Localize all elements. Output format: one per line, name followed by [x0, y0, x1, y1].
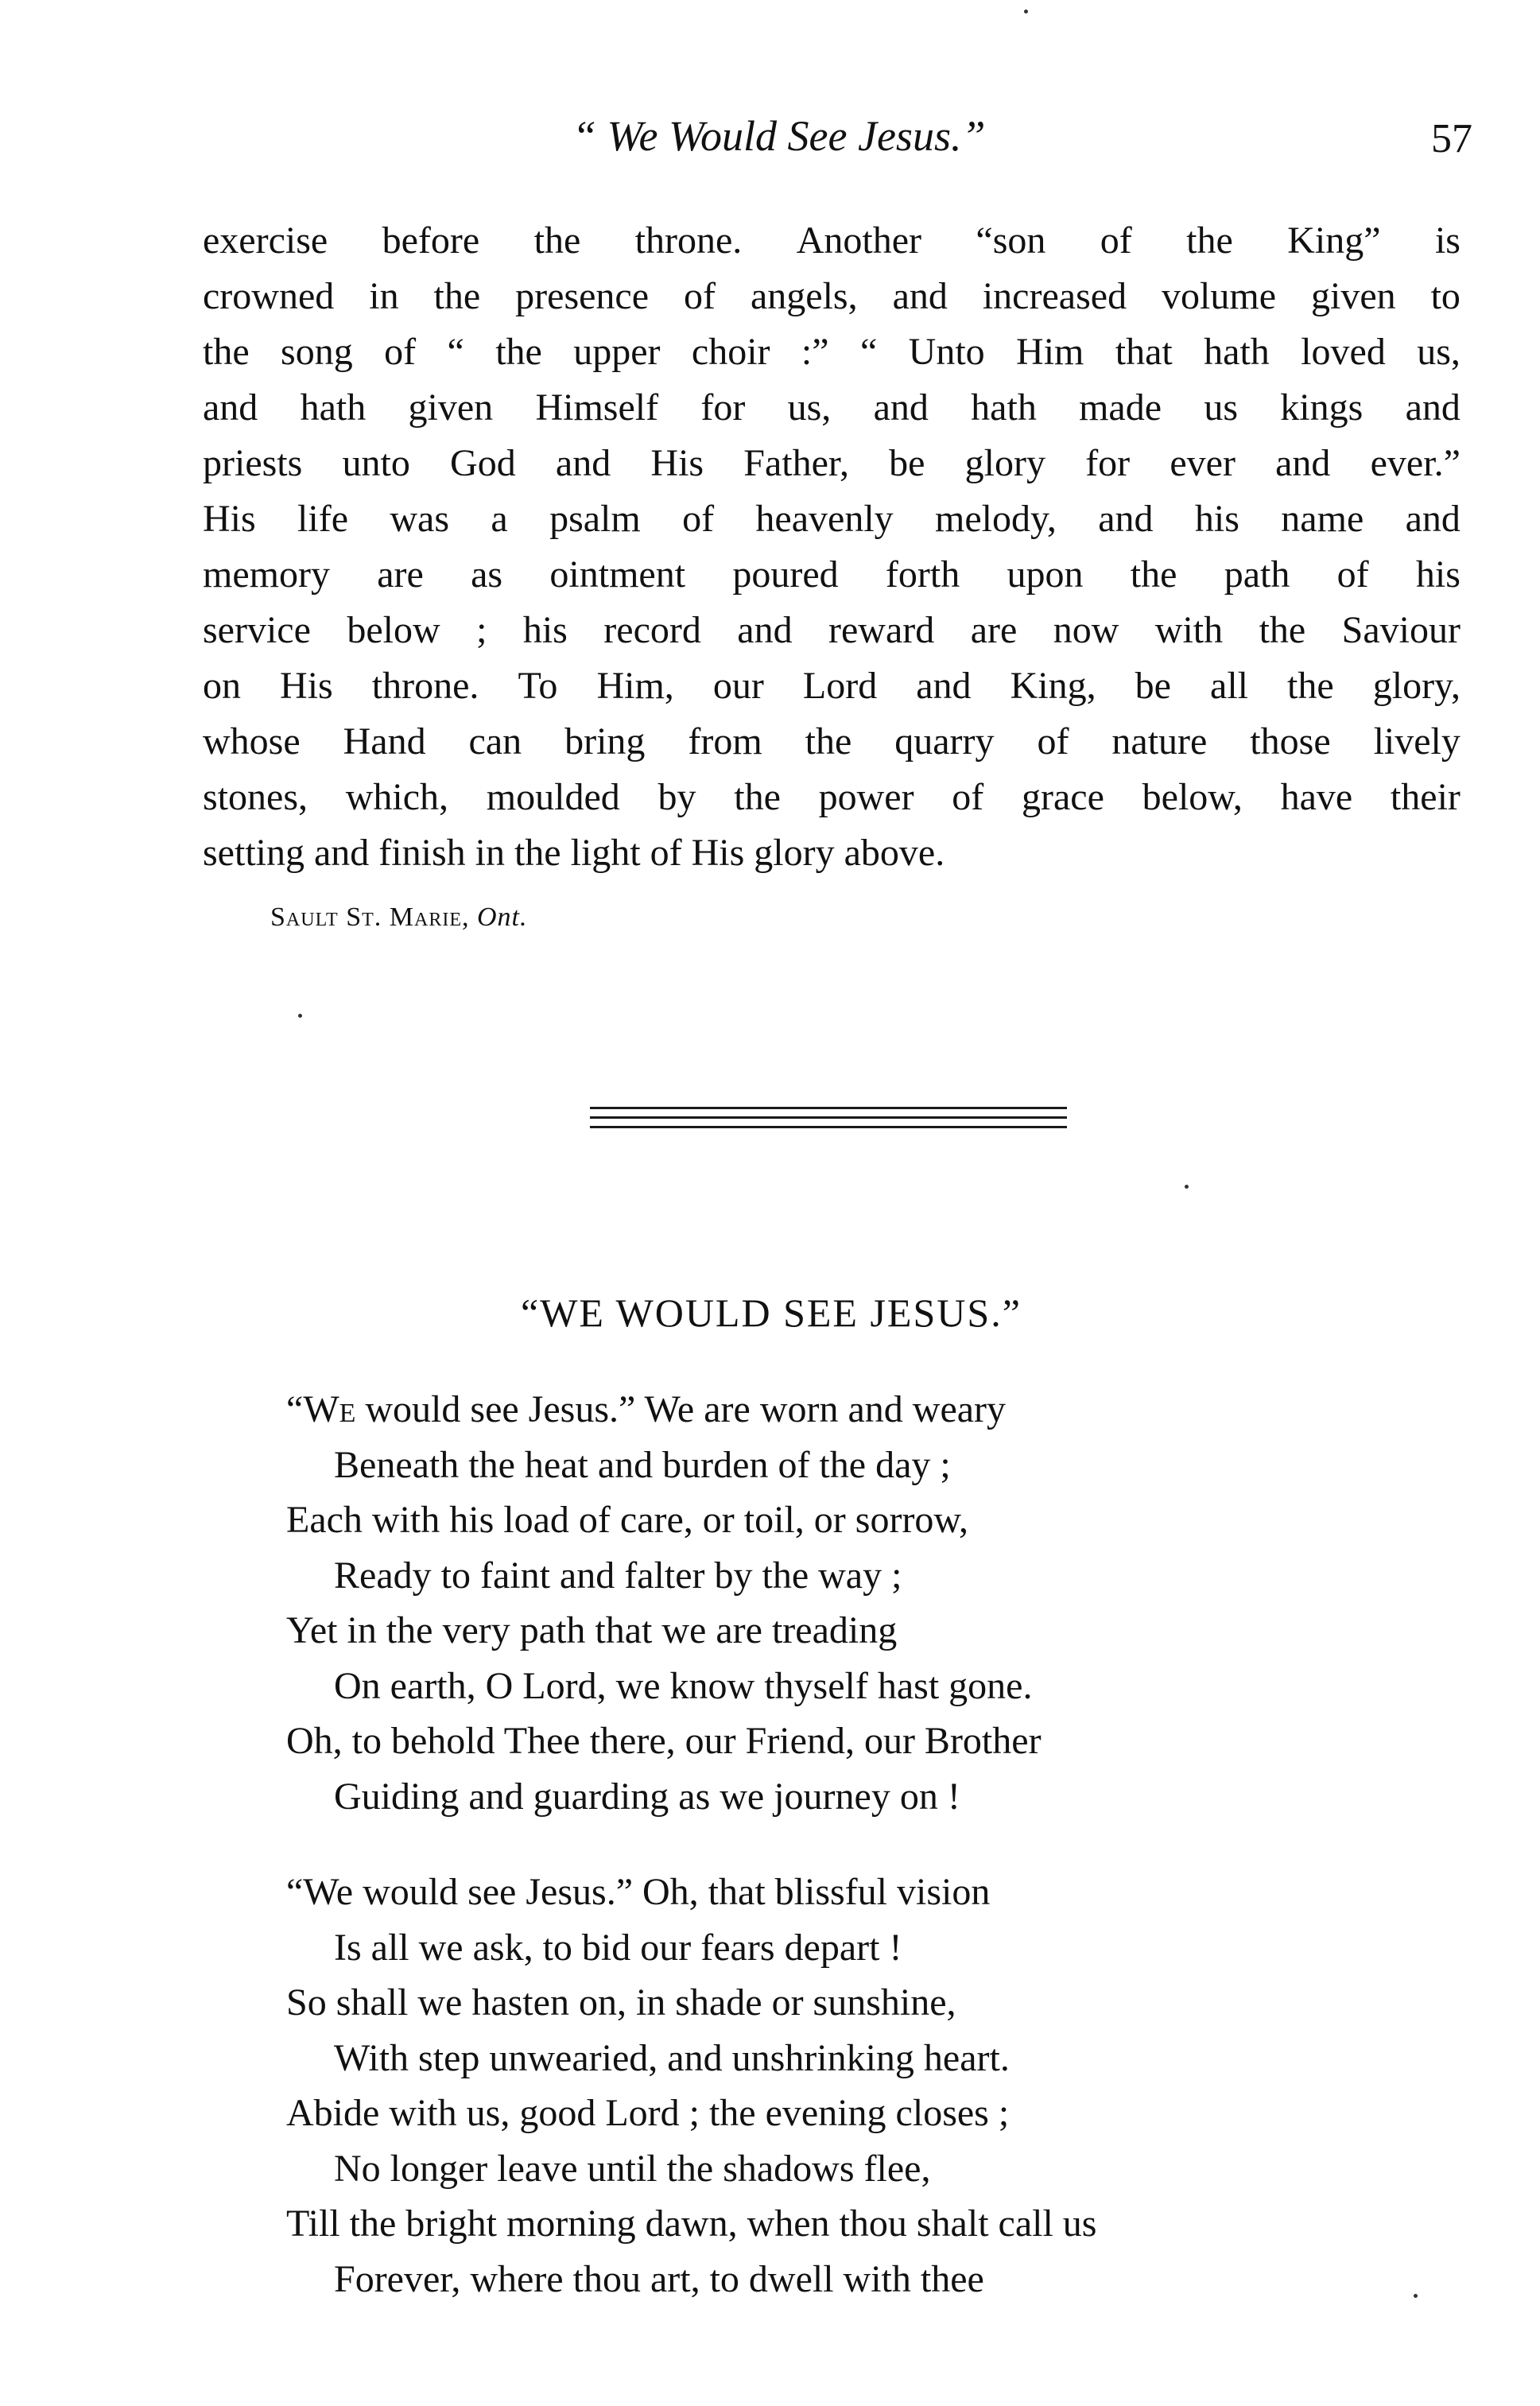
prose-word: below, — [1142, 776, 1243, 818]
prose-word: of — [1336, 553, 1369, 596]
prose-word: all — [1210, 665, 1248, 707]
prose-word: song — [281, 331, 353, 373]
prose-word: King” — [1287, 219, 1381, 262]
poem-verse: Each with his load of care, or toil, or sorrow, — [286, 1499, 968, 1541]
prose-word: given — [408, 386, 494, 429]
prose-word: the — [203, 331, 250, 373]
prose-line-text: setting and finish in the light of His glory above. — [203, 832, 945, 874]
prose-word: priests — [203, 442, 303, 484]
prose-word: and — [1405, 386, 1460, 429]
prose-word: glory, — [1372, 665, 1460, 707]
prose-word: hath — [300, 386, 367, 429]
prose-word: of — [684, 275, 716, 317]
prose-line — [203, 436, 1460, 491]
prose-line — [203, 380, 1460, 436]
prose-word: heavenly — [755, 498, 894, 540]
prose-word: and — [555, 442, 611, 484]
poem-verse: On earth, O Lord, we know thyself hast gone. — [334, 1664, 1033, 1707]
prose-word: whose — [203, 720, 301, 763]
prose-word: by — [658, 776, 696, 818]
prose-word: and — [873, 386, 929, 429]
prose-word: Him — [1016, 331, 1084, 373]
prose-word: now — [1053, 609, 1119, 651]
prose-word: “son — [976, 219, 1046, 262]
section-divider-rule — [590, 1107, 1067, 1109]
prose-word: the — [495, 331, 542, 373]
prose-word: His — [203, 498, 256, 540]
prose-word: be — [889, 442, 925, 484]
prose-word: and — [916, 665, 972, 707]
print-speck — [1185, 1185, 1189, 1189]
prose-word: the — [433, 275, 481, 317]
prose-line — [203, 213, 1460, 269]
prose-word: and — [1275, 442, 1331, 484]
prose-word: glory — [964, 442, 1045, 484]
prose-word: and — [737, 609, 793, 651]
prose-word: is — [1434, 219, 1460, 262]
prose-word: and — [203, 386, 258, 429]
prose-word: the — [734, 776, 781, 818]
prose-word: name — [1281, 498, 1364, 540]
prose-word: Lord — [802, 665, 878, 707]
prose-word: us, — [787, 386, 832, 429]
prose-word: us, — [1417, 331, 1460, 373]
prose-line — [203, 269, 1460, 324]
prose-word: have — [1280, 776, 1353, 818]
poem-verse: So shall we hasten on, in shade or sunshine, — [286, 1981, 956, 2024]
prose-word: To — [518, 665, 558, 707]
prose-word: exercise — [203, 219, 328, 262]
prose-word: bring — [564, 720, 646, 763]
prose-word: Unto — [908, 331, 985, 373]
print-speck — [298, 1014, 302, 1018]
section-divider-rule — [590, 1126, 1067, 1128]
prose-word: upon — [1007, 553, 1084, 596]
prose-word: given — [1310, 275, 1396, 317]
running-head: “ We Would See Jesus.” — [572, 112, 986, 160]
prose-word: as — [471, 553, 503, 596]
prose-word: Saviour — [1341, 609, 1460, 651]
prose-word: angels, — [750, 275, 858, 317]
prose-word: Him, — [596, 665, 674, 707]
prose-word: and — [892, 275, 948, 317]
prose-word: life — [297, 498, 349, 540]
page-number: 57 — [1431, 116, 1472, 161]
prose-word: path — [1224, 553, 1290, 596]
prose-word: that — [1115, 331, 1173, 373]
prose-line — [203, 603, 1460, 658]
prose-word: power — [818, 776, 914, 818]
prose-word: a — [491, 498, 508, 540]
prose-line — [203, 324, 1460, 380]
prose-word: :” — [801, 331, 829, 373]
prose-word: for — [700, 386, 746, 429]
prose-word: unto — [342, 442, 410, 484]
poem-verse: Beneath the heat and burden of the day ; — [334, 1443, 951, 1486]
poem-verse: Yet in the very path that we are treading — [286, 1609, 898, 1651]
prose-word: Father, — [743, 442, 849, 484]
prose-word: psalm — [549, 498, 641, 540]
prose-word: and — [1098, 498, 1154, 540]
prose-word: throne. — [634, 219, 743, 262]
prose-word: ever — [1170, 442, 1235, 484]
poem-verse: No longer leave until the shadows flee, — [334, 2147, 931, 2190]
poem-stanza-2 — [286, 1865, 1096, 2307]
prose-word: God — [450, 442, 516, 484]
prose-word: lively — [1373, 720, 1460, 763]
section-divider-rule — [590, 1116, 1067, 1119]
print-speck — [1414, 2294, 1418, 2298]
prose-word: on — [203, 665, 241, 707]
poem-verse: Forever, where thou art, to dwell with thee — [334, 2257, 984, 2300]
poem-verse: Ready to faint and falter by the way ; — [334, 1554, 902, 1597]
prose-word: “ — [859, 331, 878, 373]
prose-word: record — [603, 609, 701, 651]
poem-verse: Oh, to behold Thee there, our Friend, our Brother — [286, 1720, 1042, 1762]
prose-word: which, — [345, 776, 449, 818]
prose-word: crowned — [203, 275, 335, 317]
prose-word: ointment — [549, 553, 686, 596]
print-speck — [1024, 10, 1028, 14]
prose-word: our — [712, 665, 764, 707]
prose-word: of — [1037, 720, 1069, 763]
prose-line — [203, 770, 1460, 825]
prose-word: of — [952, 776, 984, 818]
signature-place: Sault St. Marie, — [270, 902, 470, 932]
prose-word: kings — [1280, 386, 1364, 429]
prose-word: before — [382, 219, 480, 262]
prose-word: to — [1430, 275, 1460, 317]
prose-word: hath — [971, 386, 1037, 429]
prose-line — [203, 658, 1460, 714]
prose-word: their — [1390, 776, 1460, 818]
prose-word: stones, — [203, 776, 308, 818]
prose-word: ever.” — [1370, 442, 1460, 484]
poem-stanza-1 — [286, 1382, 1042, 1824]
prose-line — [203, 491, 1460, 547]
signature-province: Ont. — [476, 902, 528, 932]
prose-word: the — [1186, 219, 1233, 262]
prose-word: of — [384, 331, 417, 373]
poem-verse: Is all we ask, to bid our fears depart ! — [334, 1926, 902, 1969]
prose-word: grace — [1022, 776, 1104, 818]
prose-word: Hand — [343, 720, 426, 763]
prose-word: in — [369, 275, 399, 317]
prose-word: melody, — [935, 498, 1057, 540]
prose-word: poured — [732, 553, 839, 596]
prose-word: are — [970, 609, 1018, 651]
prose-word: those — [1250, 720, 1331, 763]
prose-word: His — [650, 442, 704, 484]
prose-word: increased — [982, 275, 1127, 317]
prose-word: us — [1204, 386, 1239, 429]
prose-line — [203, 547, 1460, 603]
prose-word: the — [1130, 553, 1177, 596]
prose-word: his — [522, 609, 568, 651]
poem-verse: Till the bright morning dawn, when thou shalt call us — [286, 2202, 1097, 2245]
prose-word: ; — [476, 609, 487, 651]
prose-paragraph — [203, 213, 1460, 881]
prose-word: be — [1135, 665, 1171, 707]
prose-word: the — [1287, 665, 1334, 707]
prose-word: of — [1100, 219, 1132, 262]
poem-verse: Guiding and guarding as we journey on ! — [334, 1775, 960, 1818]
poem-verse: “We would see Jesus.” Oh, that blissful vision — [286, 1871, 991, 1913]
signature — [270, 902, 527, 933]
prose-word: his — [1415, 553, 1460, 596]
prose-word: was — [390, 498, 450, 540]
prose-word: from — [688, 720, 762, 763]
prose-line — [203, 714, 1460, 770]
prose-word: volume — [1162, 275, 1277, 317]
prose-word: with — [1154, 609, 1224, 651]
prose-word: quarry — [894, 720, 995, 763]
poem-title: “WE WOULD SEE JESUS.” — [521, 1290, 1022, 1335]
prose-word: choir — [691, 331, 770, 373]
prose-word: the — [805, 720, 852, 763]
poem-verse: “We would see Jesus.” We are worn and weary — [286, 1388, 1007, 1430]
prose-word: King, — [1010, 665, 1096, 707]
prose-word: of — [682, 498, 715, 540]
prose-word: nature — [1111, 720, 1208, 763]
poem-verse: Abide with us, good Lord ; the evening closes ; — [286, 2092, 1010, 2134]
prose-word: presence — [515, 275, 650, 317]
prose-word: moulded — [486, 776, 620, 818]
prose-word: and — [1405, 498, 1460, 540]
prose-word: memory — [203, 553, 330, 596]
prose-word: throne. — [371, 665, 479, 707]
prose-word: hath — [1204, 331, 1270, 373]
prose-word: Himself — [535, 386, 659, 429]
prose-word: for — [1085, 442, 1131, 484]
prose-word: upper — [573, 331, 661, 373]
prose-word: can — [468, 720, 522, 763]
prose-word: his — [1194, 498, 1239, 540]
prose-word: loved — [1301, 331, 1386, 373]
prose-word: the — [1259, 609, 1306, 651]
prose-word: Another — [796, 219, 921, 262]
prose-word: below — [347, 609, 440, 651]
prose-word: reward — [828, 609, 935, 651]
poem-verse: With step unwearied, and unshrinking heart. — [334, 2036, 1010, 2079]
prose-word: made — [1079, 386, 1162, 429]
prose-word: forth — [885, 553, 960, 596]
prose-word: the — [533, 219, 581, 262]
prose-line — [203, 825, 1460, 881]
prose-word: “ — [447, 331, 464, 373]
prose-word: His — [280, 665, 333, 707]
prose-word: are — [377, 553, 424, 596]
prose-word: service — [203, 609, 311, 651]
